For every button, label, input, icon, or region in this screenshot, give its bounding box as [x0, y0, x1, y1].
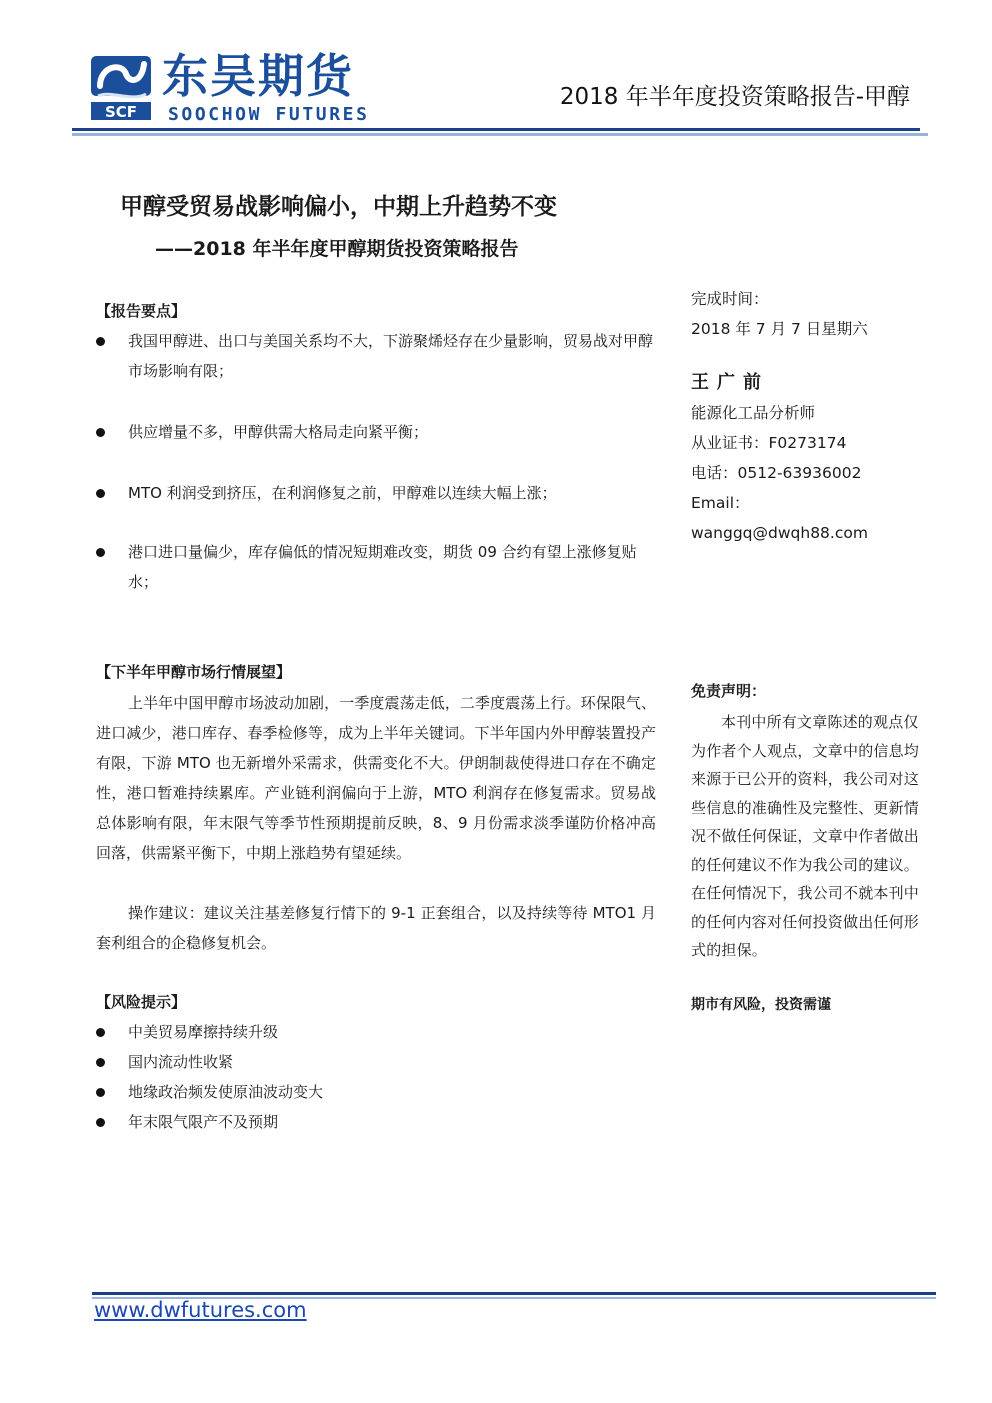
analyst-name: 王广前 — [691, 372, 769, 393]
key-point-item: 我国甲醇进、出口与美国关系均不大，下游聚烯烃存在少量影响，贸易战对甲醇市场影响有限； — [96, 326, 656, 386]
key-point-item: 港口进口量偏少，库存偏低的情况短期难改变，期货 09 合约有望上涨修复贴水； — [96, 537, 656, 597]
key-points-heading: 【报告要点】 — [96, 302, 187, 320]
analyst-email[interactable]: wanggq@dwqh88.com — [691, 524, 868, 542]
analyst-title: 能源化工品分析师 — [691, 404, 816, 422]
operation-advice-paragraph: 操作建议：建议关注基差修复行情下的 9-1 正套组合，以及持续等待 MTO1 月套利组合的企稳修复机会。 — [96, 904, 656, 952]
footer-divider — [92, 1292, 936, 1295]
key-point-item: 供应增量不多，甲醇供需大格局走向紧平衡； — [96, 417, 656, 447]
header-divider — [72, 128, 920, 131]
outlook-paragraph: 上半年中国甲醇市场波动加剧，一季度震荡走低，二季度震荡上行。环保限气、进口减少，港口库存、春季检修等，成为上半年关键词。下半年国内外甲醇装置投产有限，下游 MTO 也无新增外采需求，供需变化不大。伊朗制裁使得进口存在不确定性，港口暂难持续累库。产业链利润偏向于上游，MTO 利润存在修复需求。贸易战总体影响有限，年末限气等季节性预期提前反映，8、9 月份需求淡季谨防价格冲高回落，供需紧平衡下，中期上涨趋势有望延续。 — [96, 694, 656, 862]
bullet-icon — [96, 337, 105, 346]
logo-english-text: SOOCHOW FUTURES — [168, 104, 370, 125]
risk-item: 中美贸易摩擦持续升级 — [96, 1017, 656, 1047]
analyst-phone: 电话：0512-63936002 — [691, 464, 862, 482]
risk-warning-note: 期市有风险，投资需谨 — [691, 997, 831, 1013]
disclaimer-heading: 免责声明： — [691, 682, 767, 700]
logo-mark-icon — [88, 52, 154, 124]
bullet-icon — [96, 1058, 105, 1067]
bullet-icon — [96, 428, 105, 437]
risk-item: 国内流动性收紧 — [96, 1047, 656, 1077]
email-label: Email： — [691, 494, 750, 512]
logo-mark-text: SCF — [104, 103, 138, 121]
bullet-icon — [96, 1118, 105, 1127]
report-subtitle: ——2018 年半年度甲醇期货投资策略报告 — [155, 238, 519, 260]
outlook-heading: 【下半年甲醇市场行情展望】 — [96, 663, 292, 681]
risk-item: 地缘政治频发使原油波动变大 — [96, 1077, 656, 1107]
bullet-icon — [96, 1088, 105, 1097]
header-divider-light — [72, 133, 928, 136]
key-point-item: MTO 利润受到挤压，在利润修复之前，甲醇难以连续大幅上涨； — [96, 478, 656, 508]
bullet-icon — [96, 489, 105, 498]
disclaimer-text: 本刊中所有文章陈述的观点仅为作者个人观点，文章中的信息均来源于已公开的资料，我公司对这些信息的准确性及完整性、更新情况不做任何保证，文章中作者做出的任何建议不作为我公司的建议。在任何情况下，我公司不就本刊中的任何内容对任何投资做出任何形式的担保。 — [691, 713, 920, 959]
report-title: 甲醇受贸易战影响偏小，中期上升趋势不变 — [120, 194, 557, 220]
website-link[interactable]: www.dwfutures.com — [94, 1298, 307, 1322]
risk-item: 年末限气限产不及预期 — [96, 1107, 656, 1137]
completed-date: 2018 年 7 月 7 日星期六 — [691, 320, 868, 338]
analyst-license: 从业证书：F0273174 — [691, 434, 847, 452]
risks-heading: 【风险提示】 — [96, 993, 187, 1011]
header-title: 2018 年半年度投资策略报告-甲醇 — [559, 84, 910, 110]
bullet-icon — [96, 548, 105, 557]
bullet-icon — [96, 1028, 105, 1037]
company-logo — [88, 49, 418, 132]
completed-label: 完成时间： — [691, 290, 769, 308]
logo-chinese-text: 东吴期货 — [162, 49, 354, 103]
